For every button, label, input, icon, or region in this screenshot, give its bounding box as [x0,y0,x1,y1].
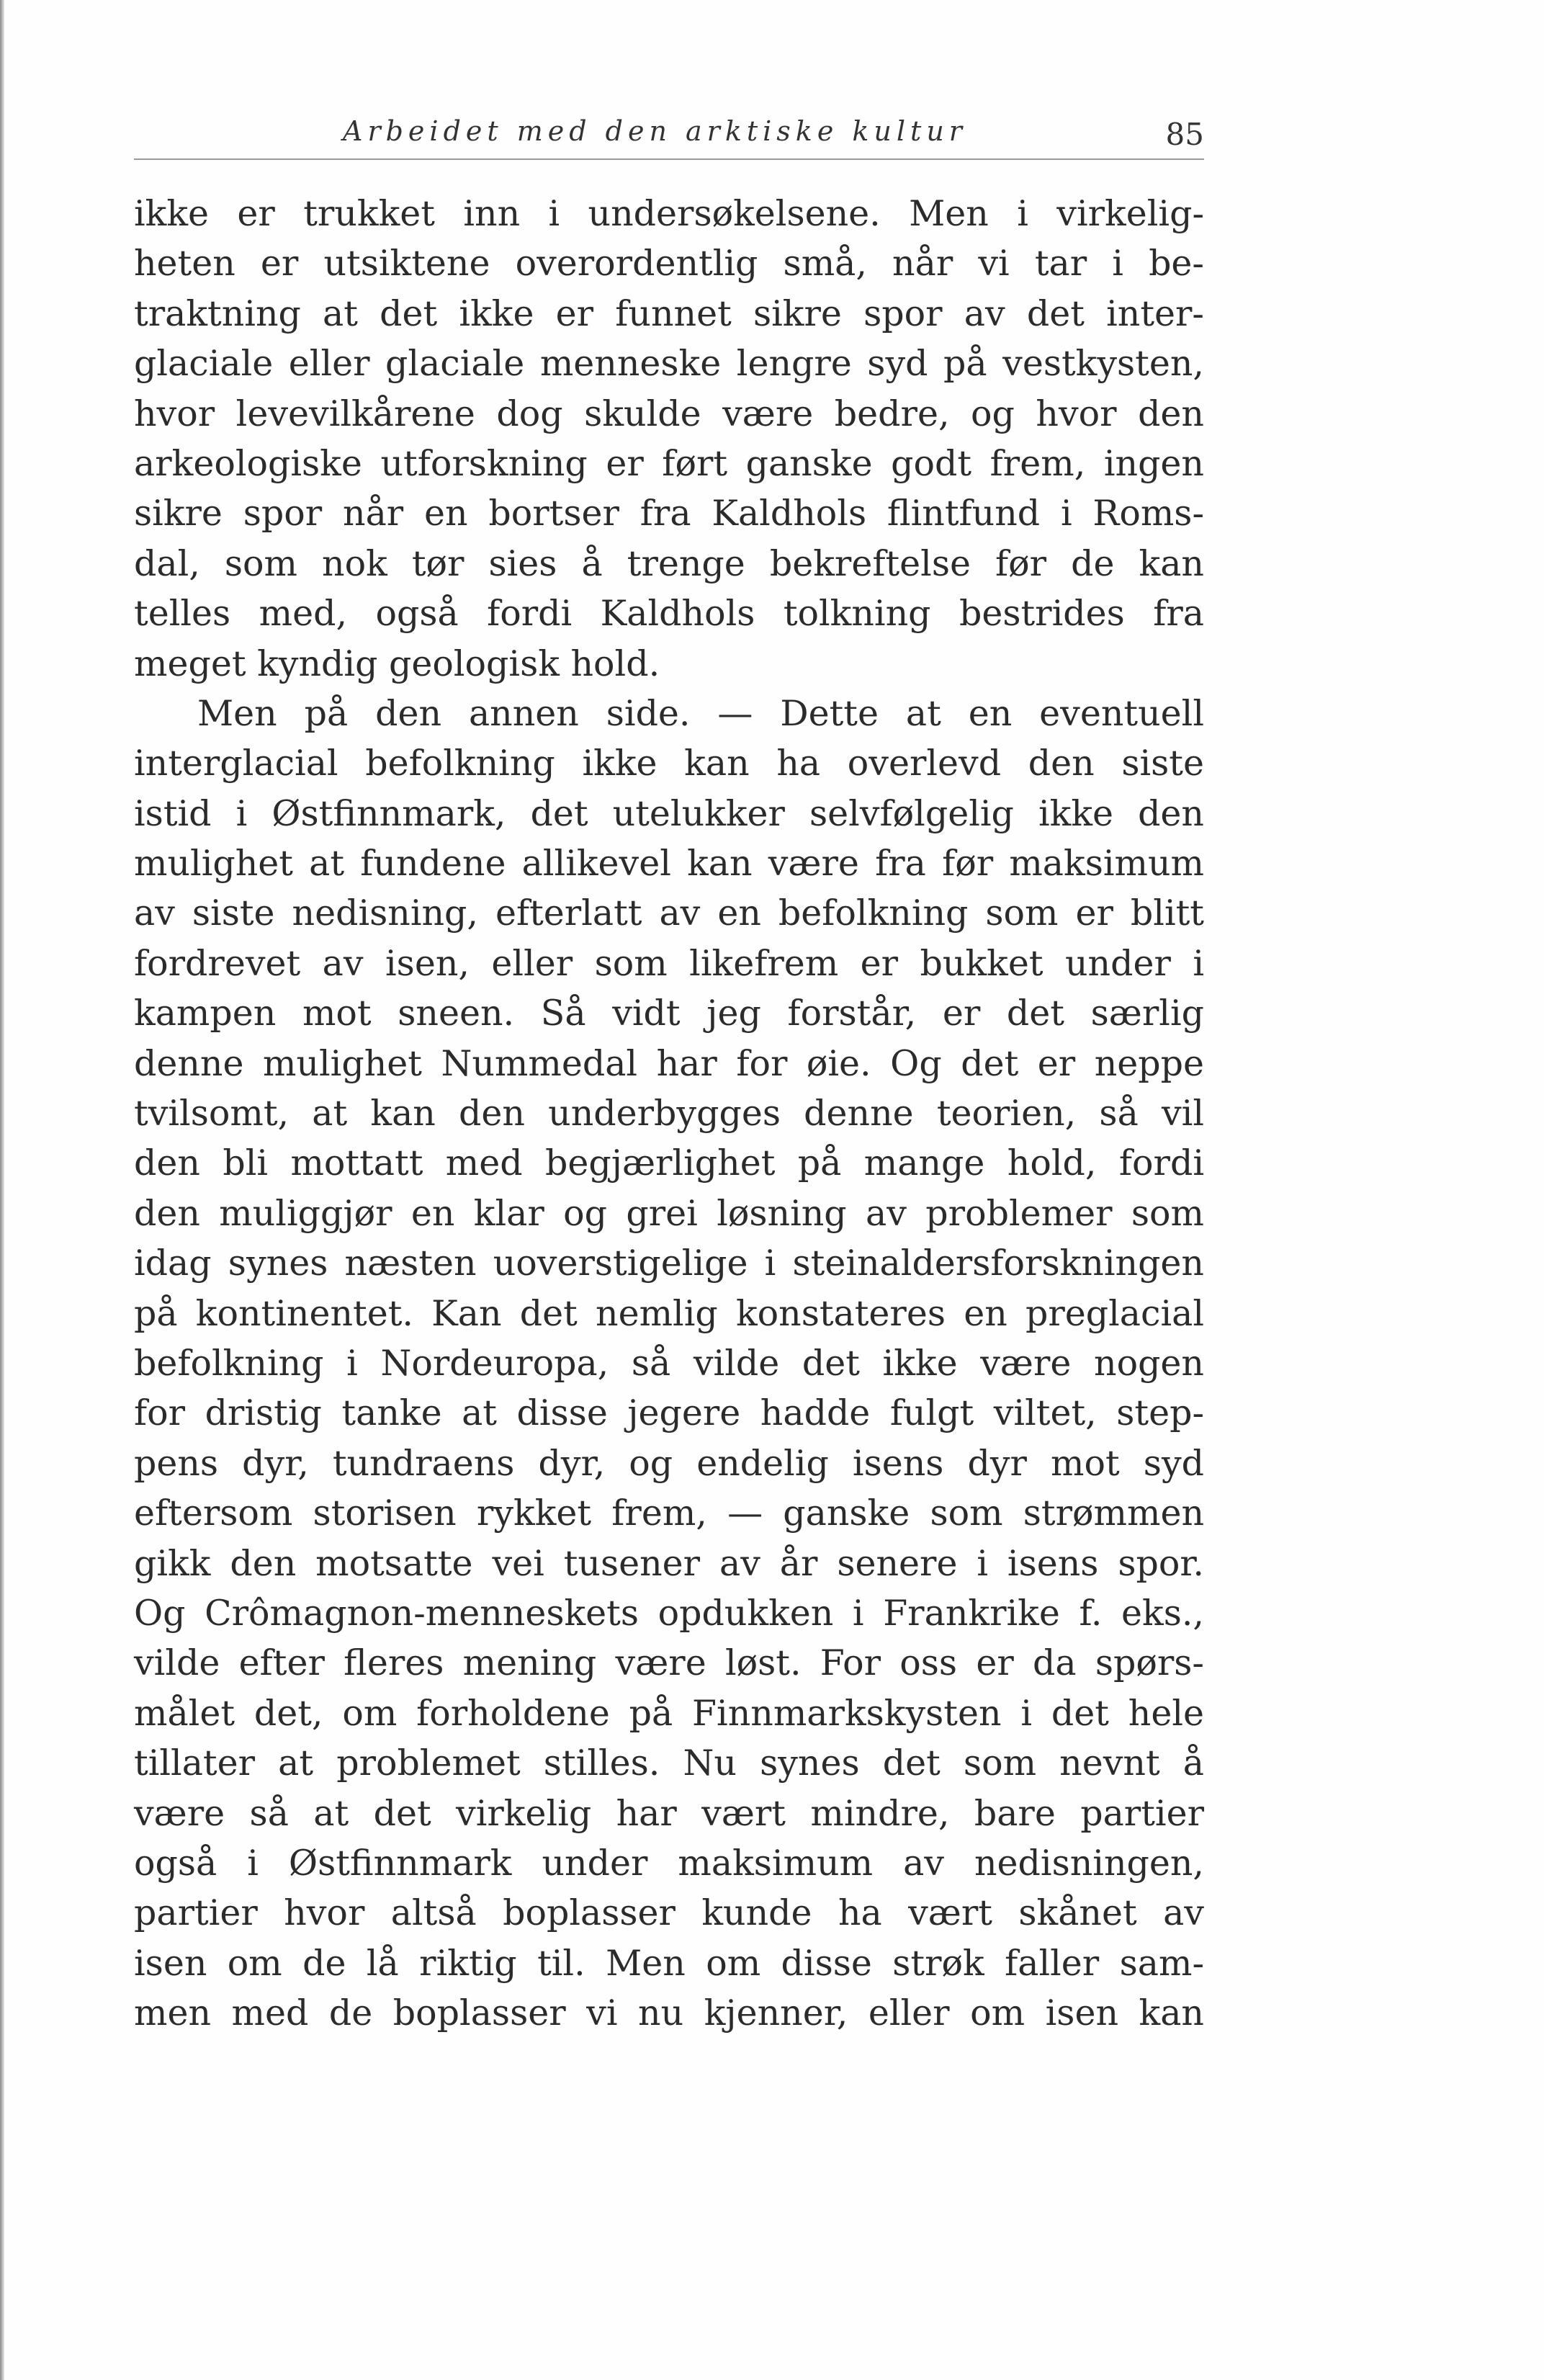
text-line: vilde efter fleres mening være løst. For oss er da spørs- [134,1642,1204,1684]
text-line: være så at det virkelig har vært mindre, bare partier [134,1792,1204,1834]
text-line: av siste nedisning, efterlatt av en befolkning som er blitt [134,892,1204,934]
text-line: fordrevet av isen, eller som likefrem er bukket under i [134,942,1204,984]
text-line: hvor levevilkårene dog skulde være bedre, og hvor den [134,393,1204,434]
text-line: denne mulighet Nummedal har for øie. Og det er neppe [134,1042,1204,1084]
text-line: den muliggjør en klar og grei løsning av problemer som [134,1192,1204,1234]
text-line: målet det, om forholdene på Finnmarkskysten i det hele [134,1692,1204,1734]
text-line: heten er utsiktene overordentlig små, når vi tar i be- [134,243,1204,285]
text-line: Og Crômagnon-menneskets opdukken i Frankrike f. eks., [134,1592,1204,1634]
text-line: tillater at problemet stilles. Nu synes det som nevnt å [134,1742,1204,1784]
text-line: på kontinentet. Kan det nemlig konstateres en preglacial [134,1292,1204,1334]
text-line: istid i Østfinnmark, det utelukker selvfølgelig ikke den [134,792,1204,834]
page-number: 85 [1165,117,1204,152]
text-line: tvilsomt, at kan den underbygges denne teorien, så vil [134,1093,1204,1135]
text-line: isen om de lå riktig til. Men om disse strøk faller sam- [134,1942,1204,1984]
text-line: partier hvor altså boplasser kunde ha vært skånet av [134,1892,1204,1934]
text-line: mulighet at fundene allikevel kan være fra før maksimum [134,843,1204,885]
text-line: den bli mottatt med begjærlighet på mange hold, fordi [134,1142,1204,1184]
text-line: også i Østfinnmark under maksimum av nedisningen, [134,1842,1204,1884]
text-line: befolkning i Nordeuropa, så vilde det ikke være nogen [134,1342,1204,1384]
text-line: sikre spor når en bortser fra Kaldhols flintfund i Roms- [134,493,1204,534]
paragraph-end-line: meget kyndig geologisk hold. [134,643,660,684]
text-line: interglacial befolkning ikke kan ha overlevd den siste [134,743,1204,784]
text-line: pens dyr, tundraens dyr, og endelig isens dyr mot syd [134,1442,1204,1484]
text-line: kampen mot sneen. Så vidt jeg forstår, er det særlig [134,993,1204,1034]
text-line: ikke er trukket inn i undersøkelsene. Men i virkelig- [134,193,1204,234]
text-line: for dristig tanke at disse jegere hadde fulgt viltet, step- [134,1392,1204,1434]
running-title: Arbeidet med den arktiske kultur [343,115,967,147]
header-rule [134,158,1204,160]
text-line: idag synes næsten uoverstigelige i steinaldersforskningen [134,1243,1204,1284]
paragraph-start-line: Men på den annen side. — Dette at en eventuell [197,692,1204,734]
text-line: dal, som nok tør sies å trenge bekreftelse før de kan [134,542,1204,584]
text-line: telles med, også fordi Kaldhols tolkning bestrides fra [134,593,1204,635]
text-line: glaciale eller glaciale menneske lengre syd på vestkysten, [134,343,1204,385]
page-header [134,108,1204,158]
text-line: men med de boplasser vi nu kjenner, eller om isen kan [134,1992,1204,2034]
text-line: arkeologiske utforskning er ført ganske godt frem, ingen [134,442,1204,484]
text-line: gikk den motsatte vei tusener av år senere i isens spor. [134,1542,1204,1584]
body-text [134,189,1204,2038]
text-line: traktning at det ikke er funnet sikre spor av det inter- [134,292,1204,334]
page-edge [0,0,4,2380]
text-line: eftersom storisen rykket frem, — ganske som strømmen [134,1493,1204,1534]
